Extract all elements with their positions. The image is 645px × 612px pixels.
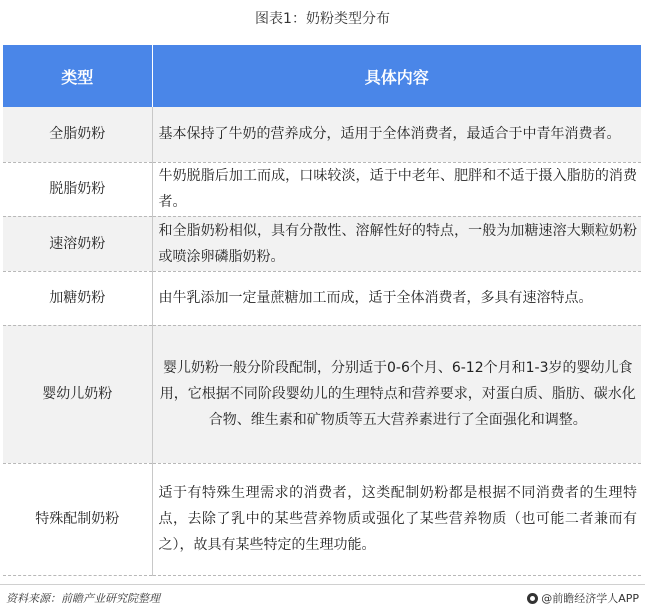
row-type: 加糖奶粉 (3, 271, 152, 325)
source-note: 资料来源：前瞻产业研究院整理 (6, 592, 160, 605)
footer (0, 584, 645, 609)
brand-credit (527, 590, 639, 606)
row-content: 适于有特殊生理需求的消费者，这类配制奶粉都是根据不同消费者的生理特点，去除了乳中的某些营养物质或强化了某些营养物质（也可能二者兼而有之），故具有某些特定的生理功能。 (152, 463, 641, 575)
row-content: 婴儿奶粉一般分阶段配制，分别适于0-6个月、6-12个月和1-3岁的婴幼儿食用，它根据不同阶段婴幼儿的生理特点和营养要求，对蛋白质、脂肪、碳水化合物、维生素和矿物质等五大营养素进行了全面强化和调整。 (152, 325, 641, 463)
row-type: 特殊配制奶粉 (3, 463, 152, 575)
milk-powder-type-table (3, 45, 641, 576)
row-type: 脱脂奶粉 (3, 162, 152, 216)
brand-logo-icon (527, 593, 538, 604)
header-type: 类型 (3, 45, 152, 107)
row-type: 婴幼儿奶粉 (3, 325, 152, 463)
table-row (3, 162, 641, 216)
table-row (3, 463, 641, 575)
table-row (3, 107, 641, 162)
table-row (3, 216, 641, 271)
brand-label: @前瞻经济学人APP (541, 592, 639, 605)
table-row (3, 325, 641, 463)
table-header-row (3, 45, 641, 107)
row-content: 牛奶脱脂后加工而成，口味较淡，适于中老年、肥胖和不适于摄入脂肪的消费者。 (152, 162, 641, 216)
row-type: 速溶奶粉 (3, 216, 152, 271)
figure-title: 图表1：奶粉类型分布 (255, 11, 390, 27)
row-type: 全脂奶粉 (3, 107, 152, 162)
row-content: 由牛乳添加一定量蔗糖加工而成，适于全体消费者，多具有速溶特点。 (152, 271, 641, 325)
row-content: 和全脂奶粉相似，具有分散性、溶解性好的特点，一般为加糖速溶大颗粒奶粉或喷涂卵磷脂奶粉。 (152, 216, 641, 271)
table-row (3, 271, 641, 325)
header-content: 具体内容 (152, 45, 641, 107)
row-content: 基本保持了牛奶的营养成分，适用于全体消费者，最适合于中青年消费者。 (152, 107, 641, 162)
